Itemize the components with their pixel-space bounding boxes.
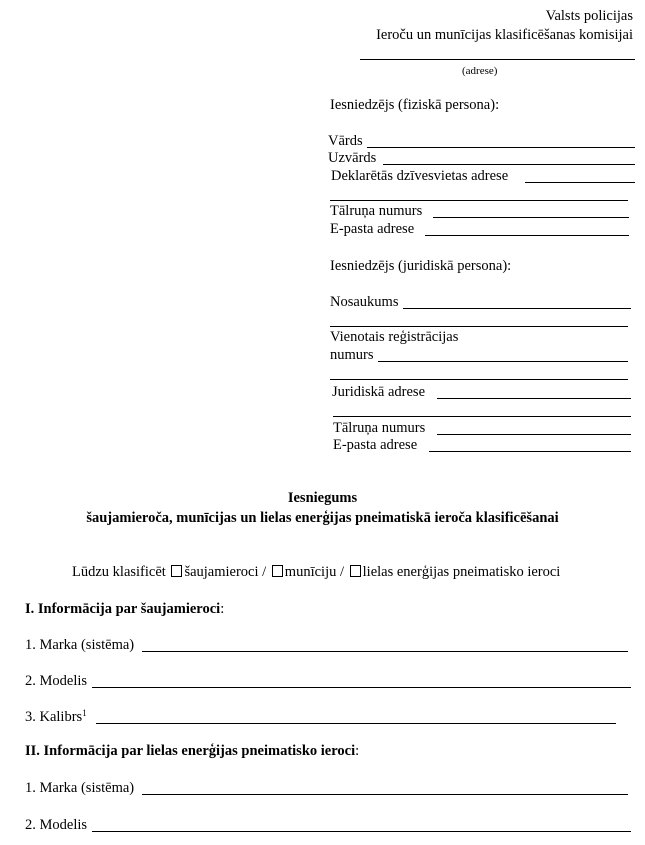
legal-email-field[interactable]	[429, 451, 631, 452]
request-option-ammunition: munīciju /	[284, 564, 345, 580]
address-caption: (adrese)	[462, 65, 498, 77]
person-email-label: E-pasta adrese	[330, 221, 415, 237]
request-prefix: Lūdzu klasificēt	[72, 564, 166, 580]
person-name-field[interactable]	[367, 147, 635, 148]
section1-heading: I. Informācija par šaujamieroci	[25, 601, 221, 617]
legal-phone-field[interactable]	[437, 434, 631, 435]
legal-reg-field-2[interactable]	[330, 379, 628, 380]
section1-item2-field[interactable]	[92, 687, 631, 688]
person-address-label: Deklarētās dzīvesvietas adrese	[331, 168, 509, 184]
legal-address-label: Juridiskā adrese	[332, 384, 426, 400]
person-name-label: Vārds	[328, 133, 363, 149]
request-line	[72, 564, 560, 580]
section1-item3-line	[25, 709, 87, 725]
legal-heading: Iesniedzējs (juridiskā persona):	[330, 258, 512, 274]
legal-address-field[interactable]	[437, 398, 631, 399]
person-heading: Iesniedzējs (fiziskā persona):	[330, 97, 500, 113]
section2-item2-label: 2. Modelis	[25, 817, 88, 833]
section1-item3-label: 3. Kalibrs	[25, 709, 83, 725]
legal-name-field-2[interactable]	[330, 326, 628, 327]
section1-item3-field[interactable]	[96, 723, 616, 724]
legal-phone-label: Tālruņa numurs	[333, 420, 426, 436]
checkbox-air-weapon[interactable]	[350, 565, 361, 577]
document-subtitle: šaujamieroča, munīcijas un lielas enerģijas pneimatiskā ieroča klasificēšanai	[86, 510, 559, 526]
recipient-address-line[interactable]	[360, 59, 635, 60]
checkbox-ammunition[interactable]	[272, 565, 283, 577]
section1-item2-label: 2. Modelis	[25, 673, 88, 689]
section2-item1-field[interactable]	[142, 794, 628, 795]
person-email-field[interactable]	[425, 235, 629, 236]
section2-heading-line	[25, 743, 359, 759]
section2-item1-label: 1. Marka (sistēma)	[25, 780, 135, 796]
request-option-firearm: šaujamieroci /	[184, 564, 267, 580]
person-address-field[interactable]	[525, 182, 635, 183]
footnote-marker: 1	[82, 708, 87, 718]
section1-item1-field[interactable]	[142, 651, 628, 652]
legal-reg-label-1: Vienotais reģistrācijas	[330, 329, 459, 345]
request-option-air-weapon: lielas enerģijas pneimatisko ieroci	[362, 564, 561, 580]
recipient-line-1: Valsts policijas	[545, 8, 633, 24]
section2-heading: II. Informācija par lielas enerģijas pneimatisko ieroci	[25, 743, 356, 759]
legal-reg-label-2: numurs	[330, 347, 374, 363]
section1-item1-label: 1. Marka (sistēma)	[25, 637, 135, 653]
legal-address-field-2[interactable]	[333, 416, 631, 417]
person-surname-field[interactable]	[383, 164, 635, 165]
recipient-line-2: Ieroču un munīcijas klasificēšanas komisijai	[376, 27, 633, 43]
section1-colon: :	[220, 601, 225, 617]
section1-heading-line	[25, 601, 224, 617]
section2-item2-field[interactable]	[92, 831, 631, 832]
checkbox-firearm[interactable]	[171, 565, 182, 577]
section2-colon: :	[355, 743, 360, 759]
legal-reg-field[interactable]	[378, 361, 628, 362]
person-phone-field[interactable]	[433, 217, 629, 218]
legal-email-label: E-pasta adrese	[333, 437, 418, 453]
person-surname-label: Uzvārds	[328, 150, 377, 166]
document-title: Iesniegums	[287, 490, 358, 506]
person-phone-label: Tālruņa numurs	[330, 203, 423, 219]
person-address-field-2[interactable]	[330, 200, 628, 201]
legal-name-label: Nosaukums	[330, 294, 399, 310]
legal-name-field[interactable]	[403, 308, 631, 309]
